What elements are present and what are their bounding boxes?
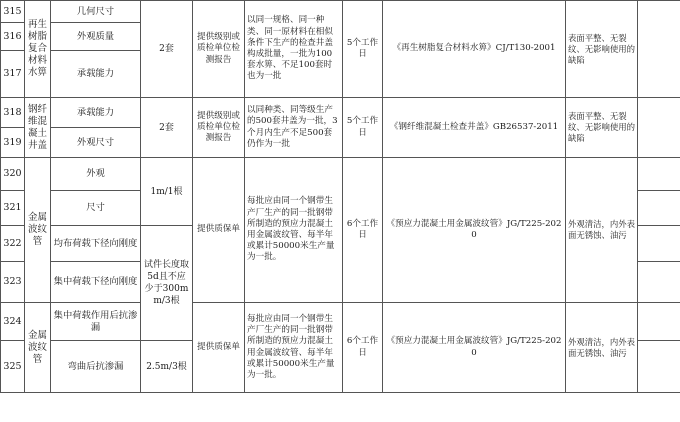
test-item: 几何尺寸 (51, 1, 141, 23)
sample-quantity: 2套 (141, 1, 193, 98)
appearance-requirement: 表面平整、无裂纹、无影响使用的缺陷 (566, 98, 638, 158)
test-item: 承载能力 (51, 98, 141, 128)
standard-reference: 《预应力混凝土用金属波纹管》JG/T225-2020 (383, 303, 566, 393)
appearance-requirement: 表面平整、无裂纹、无影响使用的缺陷 (566, 1, 638, 98)
test-period: 6个工作日 (343, 158, 383, 303)
blank-cell (638, 262, 680, 303)
test-item: 外观质量 (51, 23, 141, 51)
material-name: 钢纤维混凝土井盖 (25, 98, 51, 158)
blank-cell (638, 341, 680, 393)
appearance-requirement: 外观清洁，内外表面无锈蚀、油污 (566, 158, 638, 303)
blank-cell (638, 158, 680, 191)
test-period: 5个工作日 (343, 98, 383, 158)
appearance-requirement: 外观清洁，内外表面无锈蚀、油污 (566, 303, 638, 393)
blank-cell (638, 98, 680, 158)
batch-rule: 以同一规格、同一种类、同一原材料在相似条件下生产的检查井盖构成批量，一批为100套水箅、不足100套时也为一批 (245, 1, 343, 98)
row-number: 318 (1, 98, 25, 128)
material-name: 金属波纹管 (25, 303, 51, 393)
test-item: 外观 (51, 158, 141, 191)
sample-quantity: 2.5m/3根 (141, 341, 193, 393)
document-requirement: 提供级别或质检单位检测报告 (193, 1, 245, 98)
batch-rule: 以同种类、同等级生产的500套井盖为一批，3个月内生产不足500套仍作为一批 (245, 98, 343, 158)
row-number: 321 (1, 191, 25, 226)
blank-cell (638, 303, 680, 341)
document-requirement: 提供级别或质检单位检测报告 (193, 98, 245, 158)
document-requirement: 提供质保单 (193, 158, 245, 303)
sample-quantity: 试件长度取5d且不应少于300mm/3根 (141, 226, 193, 341)
test-item: 弯曲后抗渗漏 (51, 341, 141, 393)
row-number: 324 (1, 303, 25, 341)
material-name: 再生树脂复合材料水箅 (25, 1, 51, 98)
test-item: 集中荷载下径向刚度 (51, 262, 141, 303)
test-item: 集中荷载作用后抗渗漏 (51, 303, 141, 341)
test-item: 外观尺寸 (51, 128, 141, 158)
batch-rule: 每批应由同一个钢带生产厂生产的同一批钢带所制造的预应力混凝土用金属波纹管、每半年或累计50000米生产量为一批。 (245, 158, 343, 303)
test-item: 承载能力 (51, 51, 141, 98)
batch-rule: 每批应由同一个钢带生产厂生产的同一批钢带所制造的预应力混凝土用金属波纹管、每半年或累计50000米生产量为一批。 (245, 303, 343, 393)
row-number: 325 (1, 341, 25, 393)
test-period: 6个工作日 (343, 303, 383, 393)
material-name: 金属波纹管 (25, 158, 51, 303)
sample-quantity: 2套 (141, 98, 193, 158)
test-item: 尺寸 (51, 191, 141, 226)
row-number: 322 (1, 226, 25, 262)
blank-cell (638, 191, 680, 226)
standard-reference: 《预应力混凝土用金属波纹管》JG/T225-2020 (383, 158, 566, 303)
sample-quantity: 1m/1根 (141, 158, 193, 226)
row-number: 315 (1, 1, 25, 23)
row-number: 319 (1, 128, 25, 158)
row-number: 320 (1, 158, 25, 191)
standard-reference: 《再生树脂复合材料水箅》CJ/T130-2001 (383, 1, 566, 98)
row-number: 316 (1, 23, 25, 51)
standard-reference: 《钢纤维混凝土检查井盖》GB26537-2011 (383, 98, 566, 158)
row-number: 317 (1, 51, 25, 98)
document-requirement: 提供质保单 (193, 303, 245, 393)
test-item: 均布荷载下径向刚度 (51, 226, 141, 262)
test-period: 5个工作日 (343, 1, 383, 98)
row-number: 323 (1, 262, 25, 303)
blank-cell (638, 1, 680, 98)
blank-cell (638, 226, 680, 262)
